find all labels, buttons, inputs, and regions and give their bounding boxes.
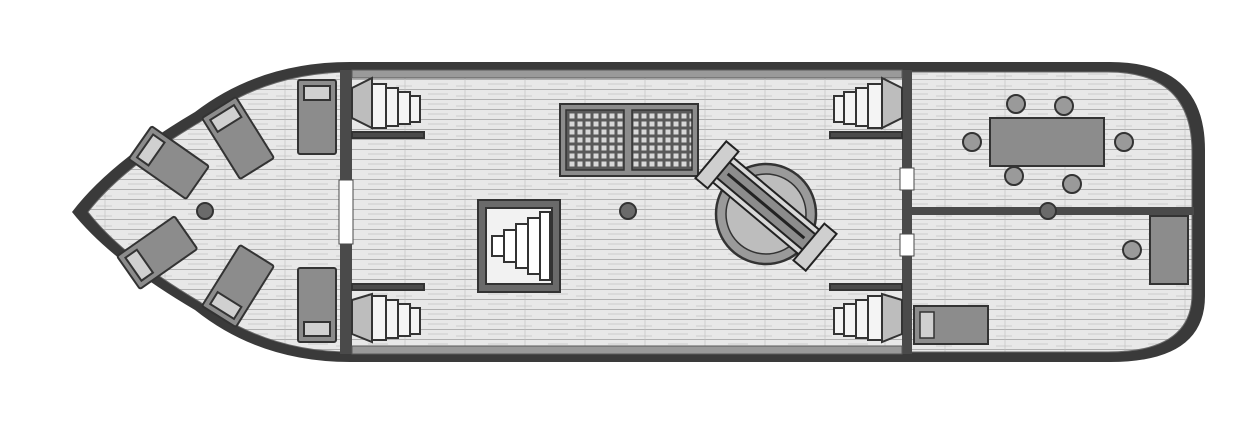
stern-door-lower[interactable] [900, 234, 914, 256]
chair[interactable] [1115, 133, 1133, 151]
bunk[interactable] [298, 268, 336, 342]
chair[interactable] [963, 133, 981, 151]
chair[interactable] [1055, 97, 1073, 115]
cargo-hatch[interactable] [560, 104, 698, 176]
bunk[interactable] [914, 306, 988, 344]
cabinet[interactable] [1150, 216, 1188, 284]
port-rail [352, 70, 902, 78]
stern-mast[interactable] [1040, 203, 1056, 219]
bunk[interactable] [298, 80, 336, 154]
bow-mast[interactable] [197, 203, 213, 219]
cabin-chair[interactable] [1123, 241, 1141, 259]
center-stairwell[interactable] [478, 200, 560, 292]
main-mast[interactable] [620, 203, 636, 219]
table[interactable] [990, 118, 1104, 166]
chair[interactable] [1007, 95, 1025, 113]
starboard-rail [352, 346, 902, 354]
chair[interactable] [1005, 167, 1023, 185]
grate-right[interactable] [632, 110, 692, 170]
bow-door[interactable] [339, 180, 353, 244]
grate-left[interactable] [566, 110, 624, 170]
chair[interactable] [1063, 175, 1081, 193]
stern-door-upper[interactable] [900, 168, 914, 190]
